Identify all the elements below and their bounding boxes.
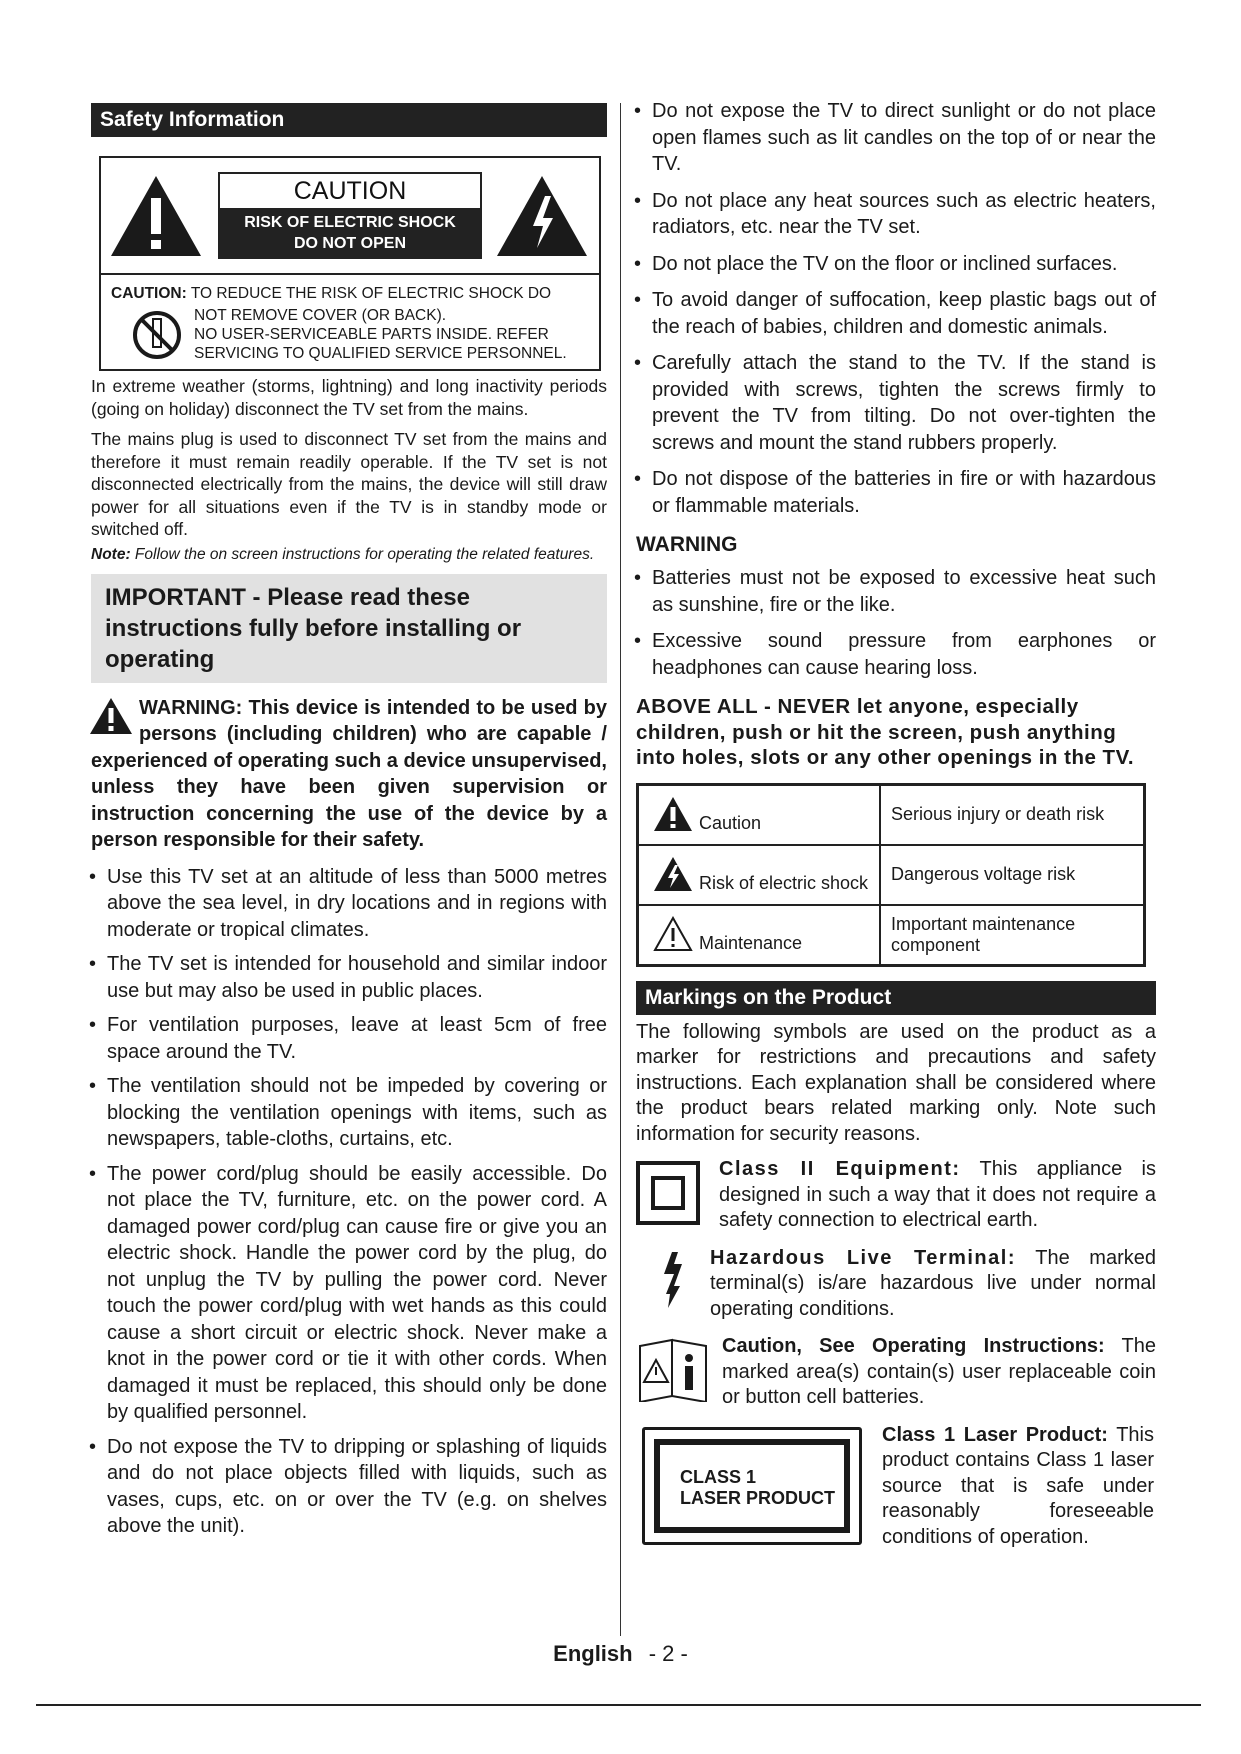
class2-title: Class II Equipment:: [719, 1158, 961, 1180]
risk-label: Caution: [699, 812, 762, 833]
caution-line3: NO USER-SERVICEABLE PARTS INSIDE. REFER: [194, 326, 549, 343]
warning-text: This device is intended to be used by persons (including children) who are capable / experienced of operating such a device unsupervised, unless they have been given supervision or instruction concerning the use of the device by a person responsible for their safety.: [91, 696, 607, 851]
caution-line2: NOT REMOVE COVER (OR BACK).: [194, 307, 447, 324]
risk-label: Risk of electric shock: [699, 872, 869, 893]
warning-triangle-icon: [89, 697, 133, 735]
list-item: • Do not expose the TV to direct sunlight or do not place open flames such as lit candles on the top of or near the TV.: [636, 98, 1156, 178]
caution-label-bottom: [101, 275, 599, 369]
warning-label: WARNING:: [139, 696, 243, 719]
list-item: • Use this TV set at an altitude of less than 5000 metres above the sea level, in dry locations and in regions with moderate or tropical climates.: [91, 864, 607, 944]
markings-intro: The following symbols are used on the product as a marker for restrictions and precautions and safety instructions. Each explanation shall be considered where the product bears related marking only. Note such information for security reasons.: [636, 1020, 1156, 1145]
note-text: Follow the on screen instructions for operating the related features.: [134, 545, 595, 563]
footer-rule: [36, 1704, 1201, 1706]
laser-title: Class 1 Laser Product:: [882, 1423, 1108, 1446]
table-row: [638, 845, 1145, 905]
class2-text: This appliance is designed in such a way that it does not require a safety connection to electrical earth.: [719, 1158, 1157, 1231]
risk-description: Dangerous voltage risk: [880, 845, 1145, 905]
mains-plug-paragraph: The mains plug is used to disconnect TV set from the mains and therefore it must remain readily operable. If the TV set is not disconnected electrically from the mains, the device will still draw power for all situations even if the TV is in standby mode or switched off.: [91, 429, 607, 539]
laser-label-box: [642, 1427, 862, 1545]
warning-heading: WARNING: [636, 533, 738, 556]
note-label: Note:: [91, 545, 131, 563]
caution-sub-line1: RISK OF ELECTRIC SHOCK: [244, 214, 456, 231]
laser-marking: [636, 1423, 1156, 1548]
hazard-text: The marked terminal(s) is/are hazardous live under normal operating conditions.: [710, 1246, 1156, 1320]
caution-sub-line2: DO NOT OPEN: [293, 235, 406, 252]
caution-triangle-icon: [653, 796, 693, 832]
risk-description: Important maintenance component: [880, 905, 1145, 966]
caution-ops-marking: [636, 1334, 1156, 1411]
right-column: [636, 98, 1157, 1548]
list-item: • Do not expose the TV to dripping or splashing of liquids and do not place objects filled with liquids, such as vases, cups, etc. on or over the TV (e.g. on shelves above the unit).: [91, 1434, 607, 1540]
weather-paragraph: In extreme weather (storms, lightning) and long inactivity periods (going on holiday) disconnect the TV set from the mains.: [91, 376, 607, 419]
hazardous-live-icon: [656, 1250, 688, 1310]
list-item: • Batteries must not be exposed to excessive heat such as sunshine, fire or the like.: [636, 565, 1156, 618]
do-not-open-icon: [131, 309, 183, 361]
list-item: • Excessive sound pressure from earphones or headphones can cause hearing loss.: [636, 628, 1156, 681]
safety-information-header: Safety Information: [91, 103, 607, 137]
list-item: • The power cord/plug should be easily accessible. Do not place the TV, furniture, etc. on the power cord. A damaged power cord/plug can cause fire or give you an electric shock. Handle the power cord by the plug, do not unplug the TV by pulling the power cord. Never touch the power cord/plug with wet hands as this could cause a short circuit or electric shock. Never make a knot in the power cord or tie it with other cords. When damaged it must be replaced, this should only be done by qualified personnel.: [91, 1161, 607, 1426]
markings-header: Markings on the Product: [636, 981, 1156, 1015]
column-divider: [620, 103, 621, 1636]
risk-label: Maintenance: [699, 932, 803, 953]
operating-instructions-icon: [636, 1336, 710, 1402]
important-notice: IMPORTANT - Please read these instructions fully before installing or operating: [91, 574, 607, 683]
table-row: [638, 905, 1145, 966]
caution-title: CAUTION: [293, 177, 407, 205]
caution-label-top: [101, 158, 599, 275]
caution-ops-text: The marked area(s) contain(s) user replaceable coin or button cell batteries.: [722, 1335, 1156, 1408]
caution-label: CAUTION:: [111, 285, 187, 302]
table-row: [638, 784, 1145, 845]
laser-label-line1: CLASS 1: [680, 1466, 757, 1487]
caution-center-label: [218, 172, 482, 259]
list-item: • For ventilation purposes, leave at least 5cm of free space around the TV.: [91, 1012, 607, 1065]
above-all-notice: ABOVE ALL - NEVER let anyone, especially children, push or hit the screen, push anything into holes, slots or any other openings in the TV.: [636, 695, 1135, 769]
warning-bullet-list: [636, 565, 1156, 681]
caution-line1: TO REDUCE THE RISK OF ELECTRIC SHOCK DO: [190, 285, 552, 302]
page-number: - 2 -: [648, 1641, 688, 1666]
risk-description: Serious injury or death risk: [880, 784, 1145, 845]
note: [91, 545, 607, 564]
footer-language: English: [553, 1641, 633, 1666]
class-ii-icon: [636, 1161, 700, 1225]
caution-subtitle: [220, 208, 480, 257]
left-column: [91, 103, 607, 1540]
page-footer: [0, 1641, 1241, 1667]
hazard-title: Hazardous Live Terminal:: [710, 1246, 1016, 1269]
right-bullet-list: [636, 98, 1156, 519]
maintenance-triangle-icon: [653, 916, 693, 952]
laser-label-line2: LASER PRODUCT: [680, 1487, 836, 1508]
exclamation-warning-icon: [109, 174, 203, 258]
risk-symbol-table: [636, 783, 1146, 967]
list-item: • Carefully attach the stand to the TV. If the stand is provided with screws, tighten the screws firmly to prevent the TV from tilting. Do not over-tighten the screws and mount the stand rubbers properly.: [636, 350, 1156, 456]
list-item: • The TV set is intended for household and similar indoor use but may also be used in public places.: [91, 951, 607, 1004]
laser-text: This product contains Class 1 laser source that is safe under reasonably foreseeable conditions of operation.: [882, 1423, 1154, 1548]
list-item: • The ventilation should not be impeded by covering or blocking the ventilation openings with items, such as newspapers, table-cloths, curtains, etc.: [91, 1073, 607, 1153]
left-bullet-list: [91, 864, 607, 1540]
list-item: • To avoid danger of suffocation, keep plastic bags out of the reach of babies, children and domestic animals.: [636, 287, 1156, 340]
electric-shock-icon: [653, 856, 693, 892]
caution-line4: SERVICING TO QUALIFIED SERVICE PERSONNEL.: [194, 345, 567, 362]
caution-label-box: [99, 156, 601, 371]
list-item: • Do not place any heat sources such as electric heaters, radiators, etc. near the TV set.: [636, 188, 1156, 241]
list-item: • Do not dispose of the batteries in fire or with hazardous or flammable materials.: [636, 466, 1156, 519]
caution-ops-title: Caution, See Operating Instructions:: [722, 1335, 1105, 1357]
hazard-marking: [636, 1246, 1156, 1323]
lightning-warning-icon: [495, 174, 589, 258]
class2-marking: [636, 1157, 1156, 1234]
list-item: • Do not place the TV on the floor or inclined surfaces.: [636, 251, 1156, 278]
warning-paragraph: [91, 695, 607, 854]
